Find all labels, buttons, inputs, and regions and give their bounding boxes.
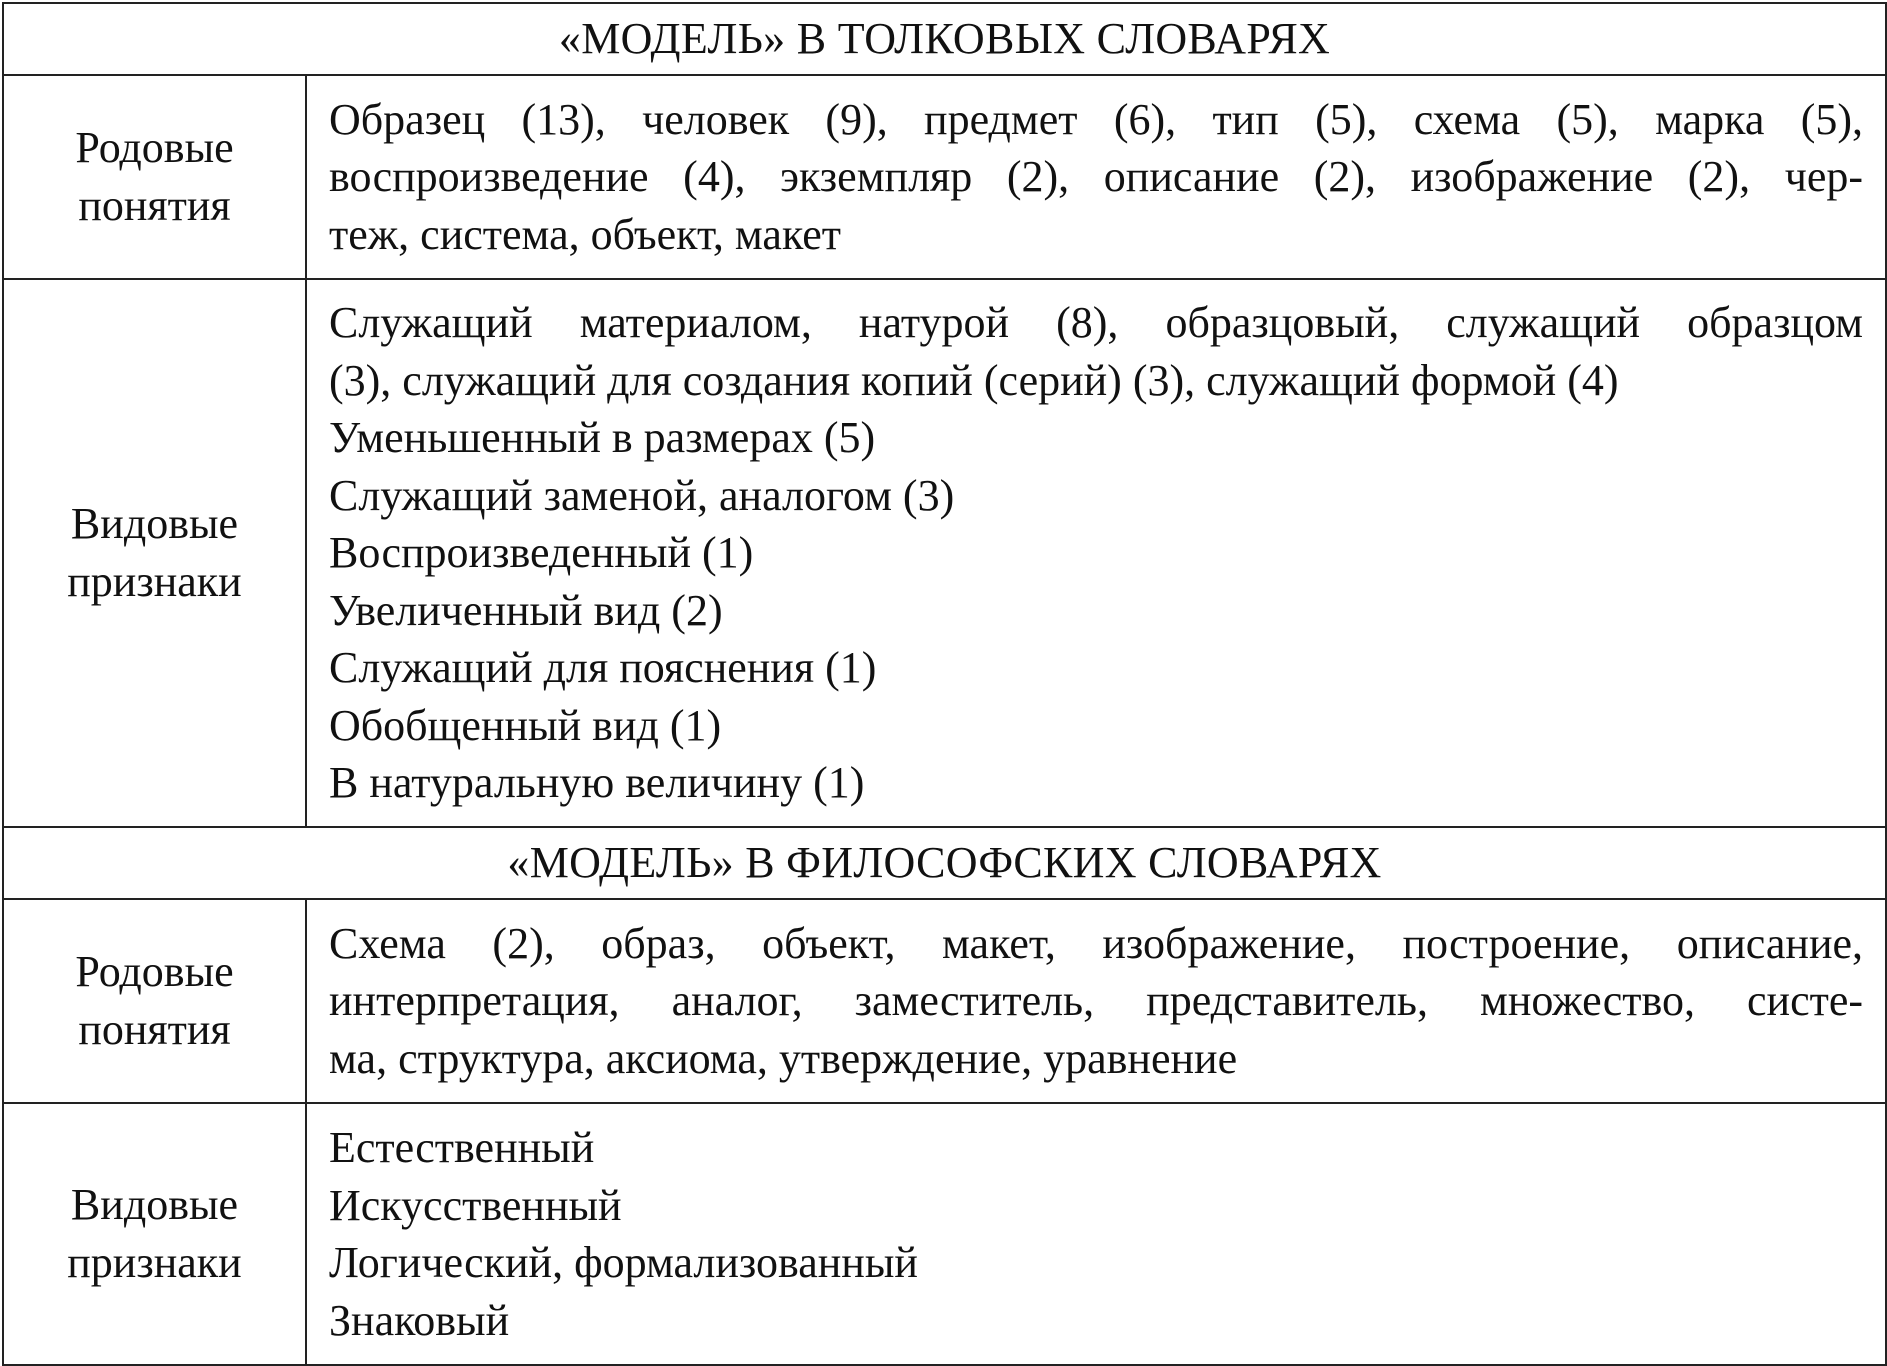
content-line: воспроизведение (4), экземпляр (2), описание (2), изображение (2), чер- <box>329 152 1864 202</box>
row-content-specific <box>306 279 1886 827</box>
content-line: Уменьшенный в размерах (5) <box>329 413 876 463</box>
table-row <box>3 899 1886 1103</box>
content-line: ма, структура, аксиома, утверждение, уравнение <box>329 1033 1238 1083</box>
model-definitions-table <box>2 2 1887 1366</box>
content-line: Служащий для пояснения (1) <box>329 643 877 693</box>
row-label-line: Родовые <box>75 947 234 996</box>
content-line: Знаковый <box>329 1295 510 1345</box>
content-line: Служащий материалом, натурой (8), образцовый, служащий образцом <box>329 298 1864 348</box>
row-content-generic <box>306 75 1886 279</box>
table-row <box>3 1103 1886 1365</box>
section-title-philosophical: «МОДЕЛЬ» В ФИЛОСОФСКИХ СЛОВАРЯХ <box>3 827 1886 899</box>
content-line: (3), служащий для создания копий (серий) (3), служащий формой (4) <box>329 355 1619 405</box>
row-label-line: Видовые <box>70 499 239 548</box>
row-label-specific <box>3 1103 306 1365</box>
content-line: Обобщенный вид (1) <box>329 700 722 750</box>
content-line: Служащий заменой, аналогом (3) <box>329 470 955 520</box>
content-line: Воспроизведенный (1) <box>329 528 754 578</box>
row-label-line: признаки <box>67 557 242 606</box>
row-label-line: понятия <box>78 181 231 230</box>
content-line: интерпретация, аналог, заместитель, представитель, множество, систе- <box>329 976 1864 1026</box>
content-line: Естественный <box>329 1123 595 1172</box>
content-line: В натуральную величину (1) <box>329 758 865 808</box>
content-line: Увеличенный вид (2) <box>329 585 723 635</box>
row-label-generic <box>3 899 306 1103</box>
section-title-explanatory: «МОДЕЛЬ» В ТОЛКОВЫХ СЛОВАРЯХ <box>3 3 1886 75</box>
content-line: Образец (13), человек (9), предмет (6), тип (5), схема (5), марка (5), <box>329 94 1864 144</box>
table-row <box>3 75 1886 279</box>
content-line: Логический, формализованный <box>329 1238 918 1287</box>
row-label-line: признаки <box>67 1238 242 1287</box>
row-label-specific <box>3 279 306 827</box>
section-header-row <box>3 827 1886 899</box>
row-content-specific <box>306 1103 1886 1365</box>
row-content-generic <box>306 899 1886 1103</box>
row-label-line: понятия <box>78 1005 231 1054</box>
section-header-row <box>3 3 1886 75</box>
content-line: Схема (2), образ, объект, макет, изображение, построение, описание, <box>329 918 1864 968</box>
row-label-generic <box>3 75 306 279</box>
content-line: Искусственный <box>329 1180 622 1230</box>
table-row <box>3 279 1886 827</box>
content-line: теж, система, объект, макет <box>329 209 841 259</box>
row-label-line: Родовые <box>75 123 234 172</box>
row-label-line: Видовые <box>70 1180 239 1229</box>
